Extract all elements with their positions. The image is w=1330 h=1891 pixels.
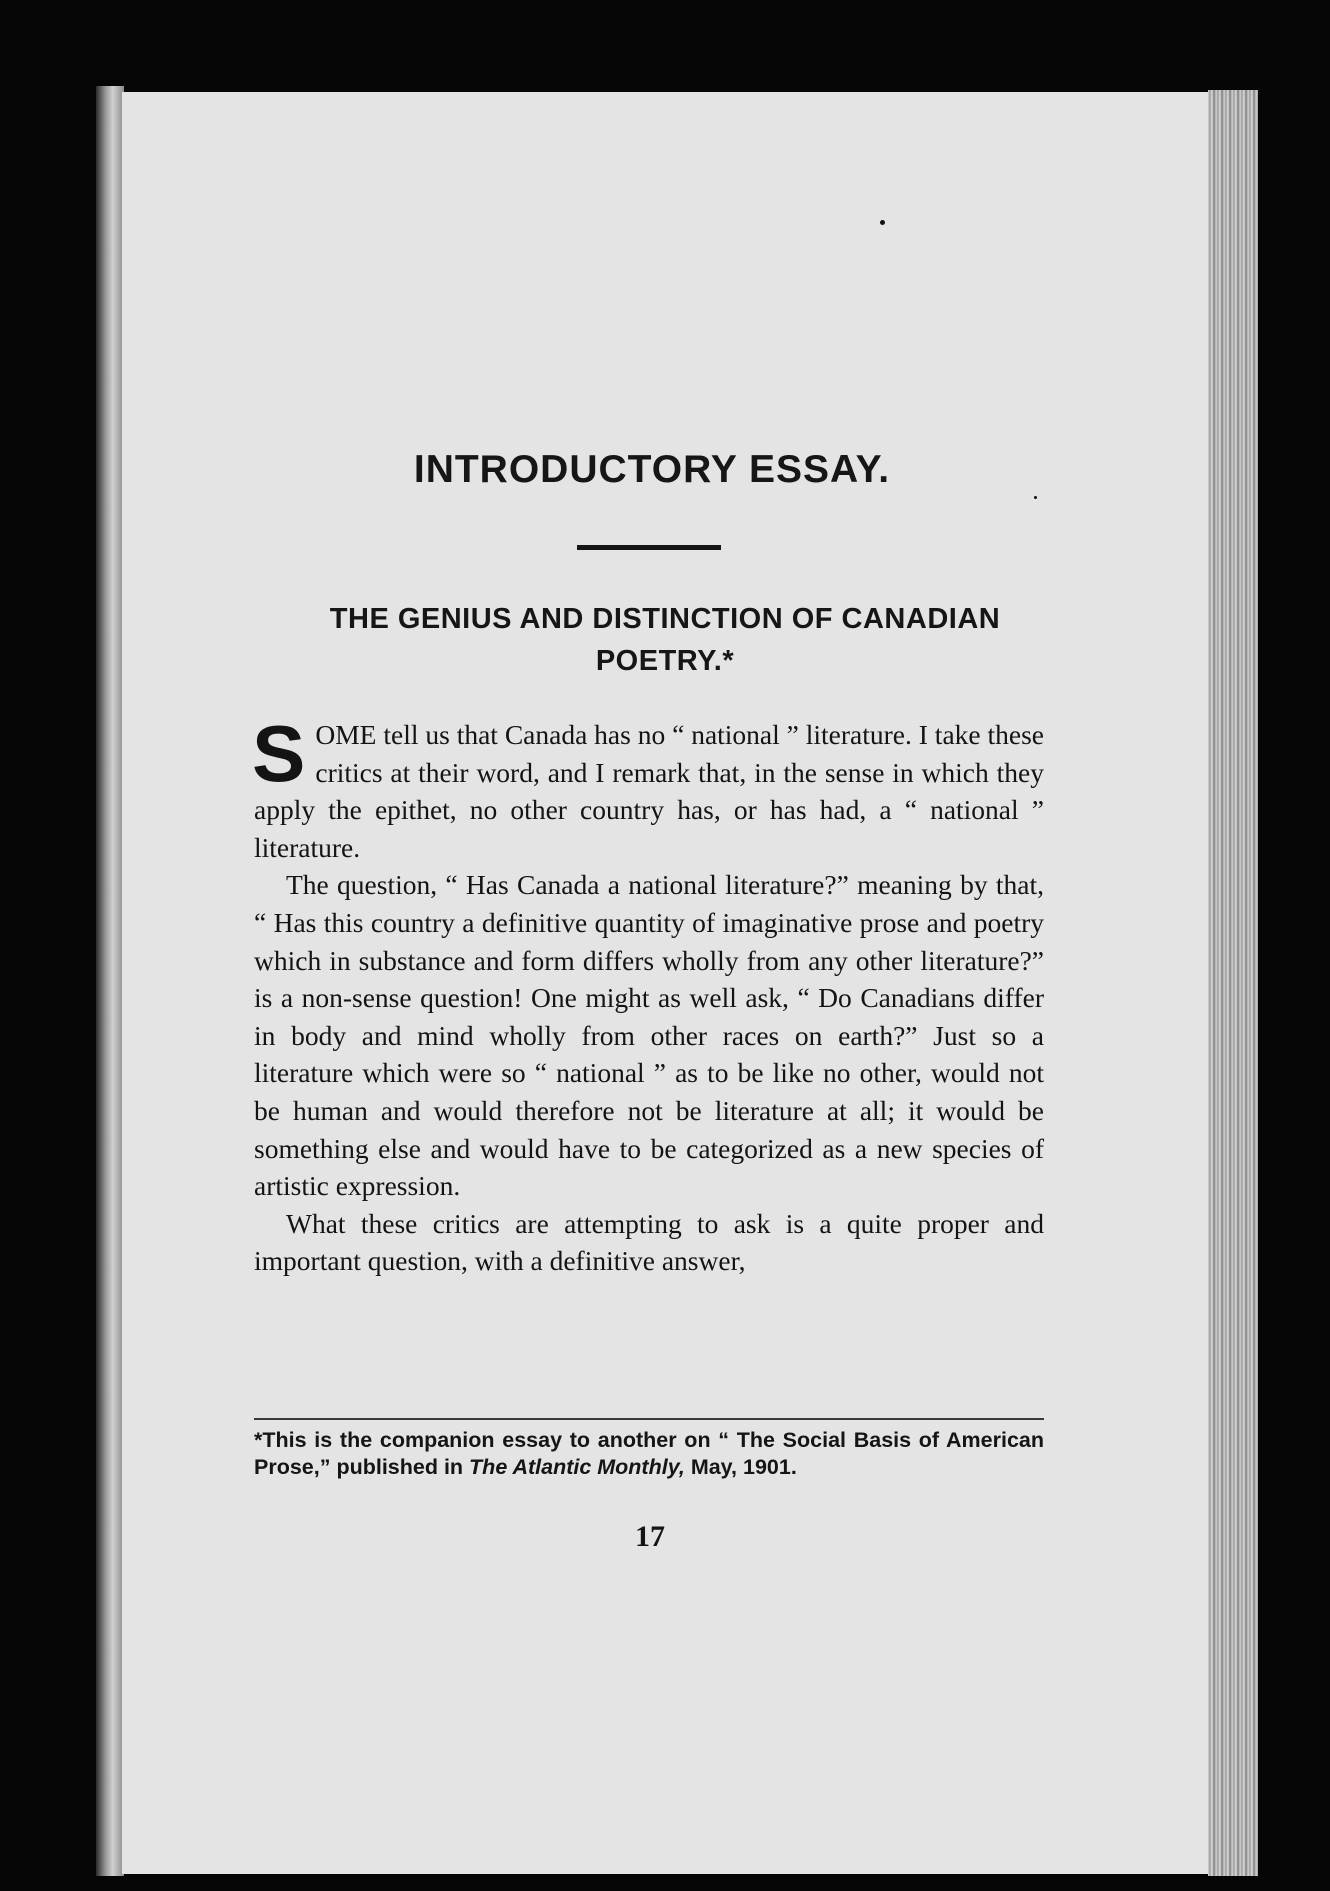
page-number: 17 [635, 1520, 665, 1553]
paragraph-1-text: OME tell us that Canada has no “ national ” literature. I take these critics at their word, and I remark that, in the sense in which they apply the epithet, no other country has, or has had, a “ national ” literature. [254, 719, 1044, 863]
essay-body [252, 709, 1044, 1280]
book-spine-left [96, 86, 124, 1876]
essay-title: INTRODUCTORY ESSAY. [413, 448, 891, 491]
essay-subtitle: THE GENIUS AND DISTINCTION OF CANADIAN POETRY.* [329, 603, 1001, 677]
ink-speck [1034, 496, 1037, 499]
ink-speck [880, 220, 885, 225]
footnote-rule [254, 1418, 1044, 1420]
paragraph-3: What these critics are attempting to ask is a quite proper and important question, with a definitive answer, [254, 1207, 1044, 1277]
footnote-date: May, 1901. [684, 1455, 797, 1479]
drop-cap: S [252, 709, 306, 798]
footnote [254, 1427, 1044, 1481]
footnote-text: *This is the companion essay to another on “ The Social Basis of American Prose,” published in [254, 1428, 1044, 1479]
footnote-journal: The Atlantic Monthly, [469, 1455, 685, 1479]
page-edges-right [1208, 90, 1258, 1876]
paragraph-2: The question, “ Has Canada a national literature?” meaning by that, “ Has this country a definitive quantity of imaginative prose and poetry which in substance and form differs wholly from any other literature?” is a non-sense question! One might as well ask, “ Do Canadians differ in body and mind wholly from other races on earth?” Just so a literature which were so “ national ” as to be like no other, would not be human and would therefore not be literature at all; it would be something else and would have to be categorized as a new species of artistic expression. [254, 869, 1044, 1202]
paragraph-1 [252, 709, 1044, 866]
title-rule [577, 545, 721, 550]
